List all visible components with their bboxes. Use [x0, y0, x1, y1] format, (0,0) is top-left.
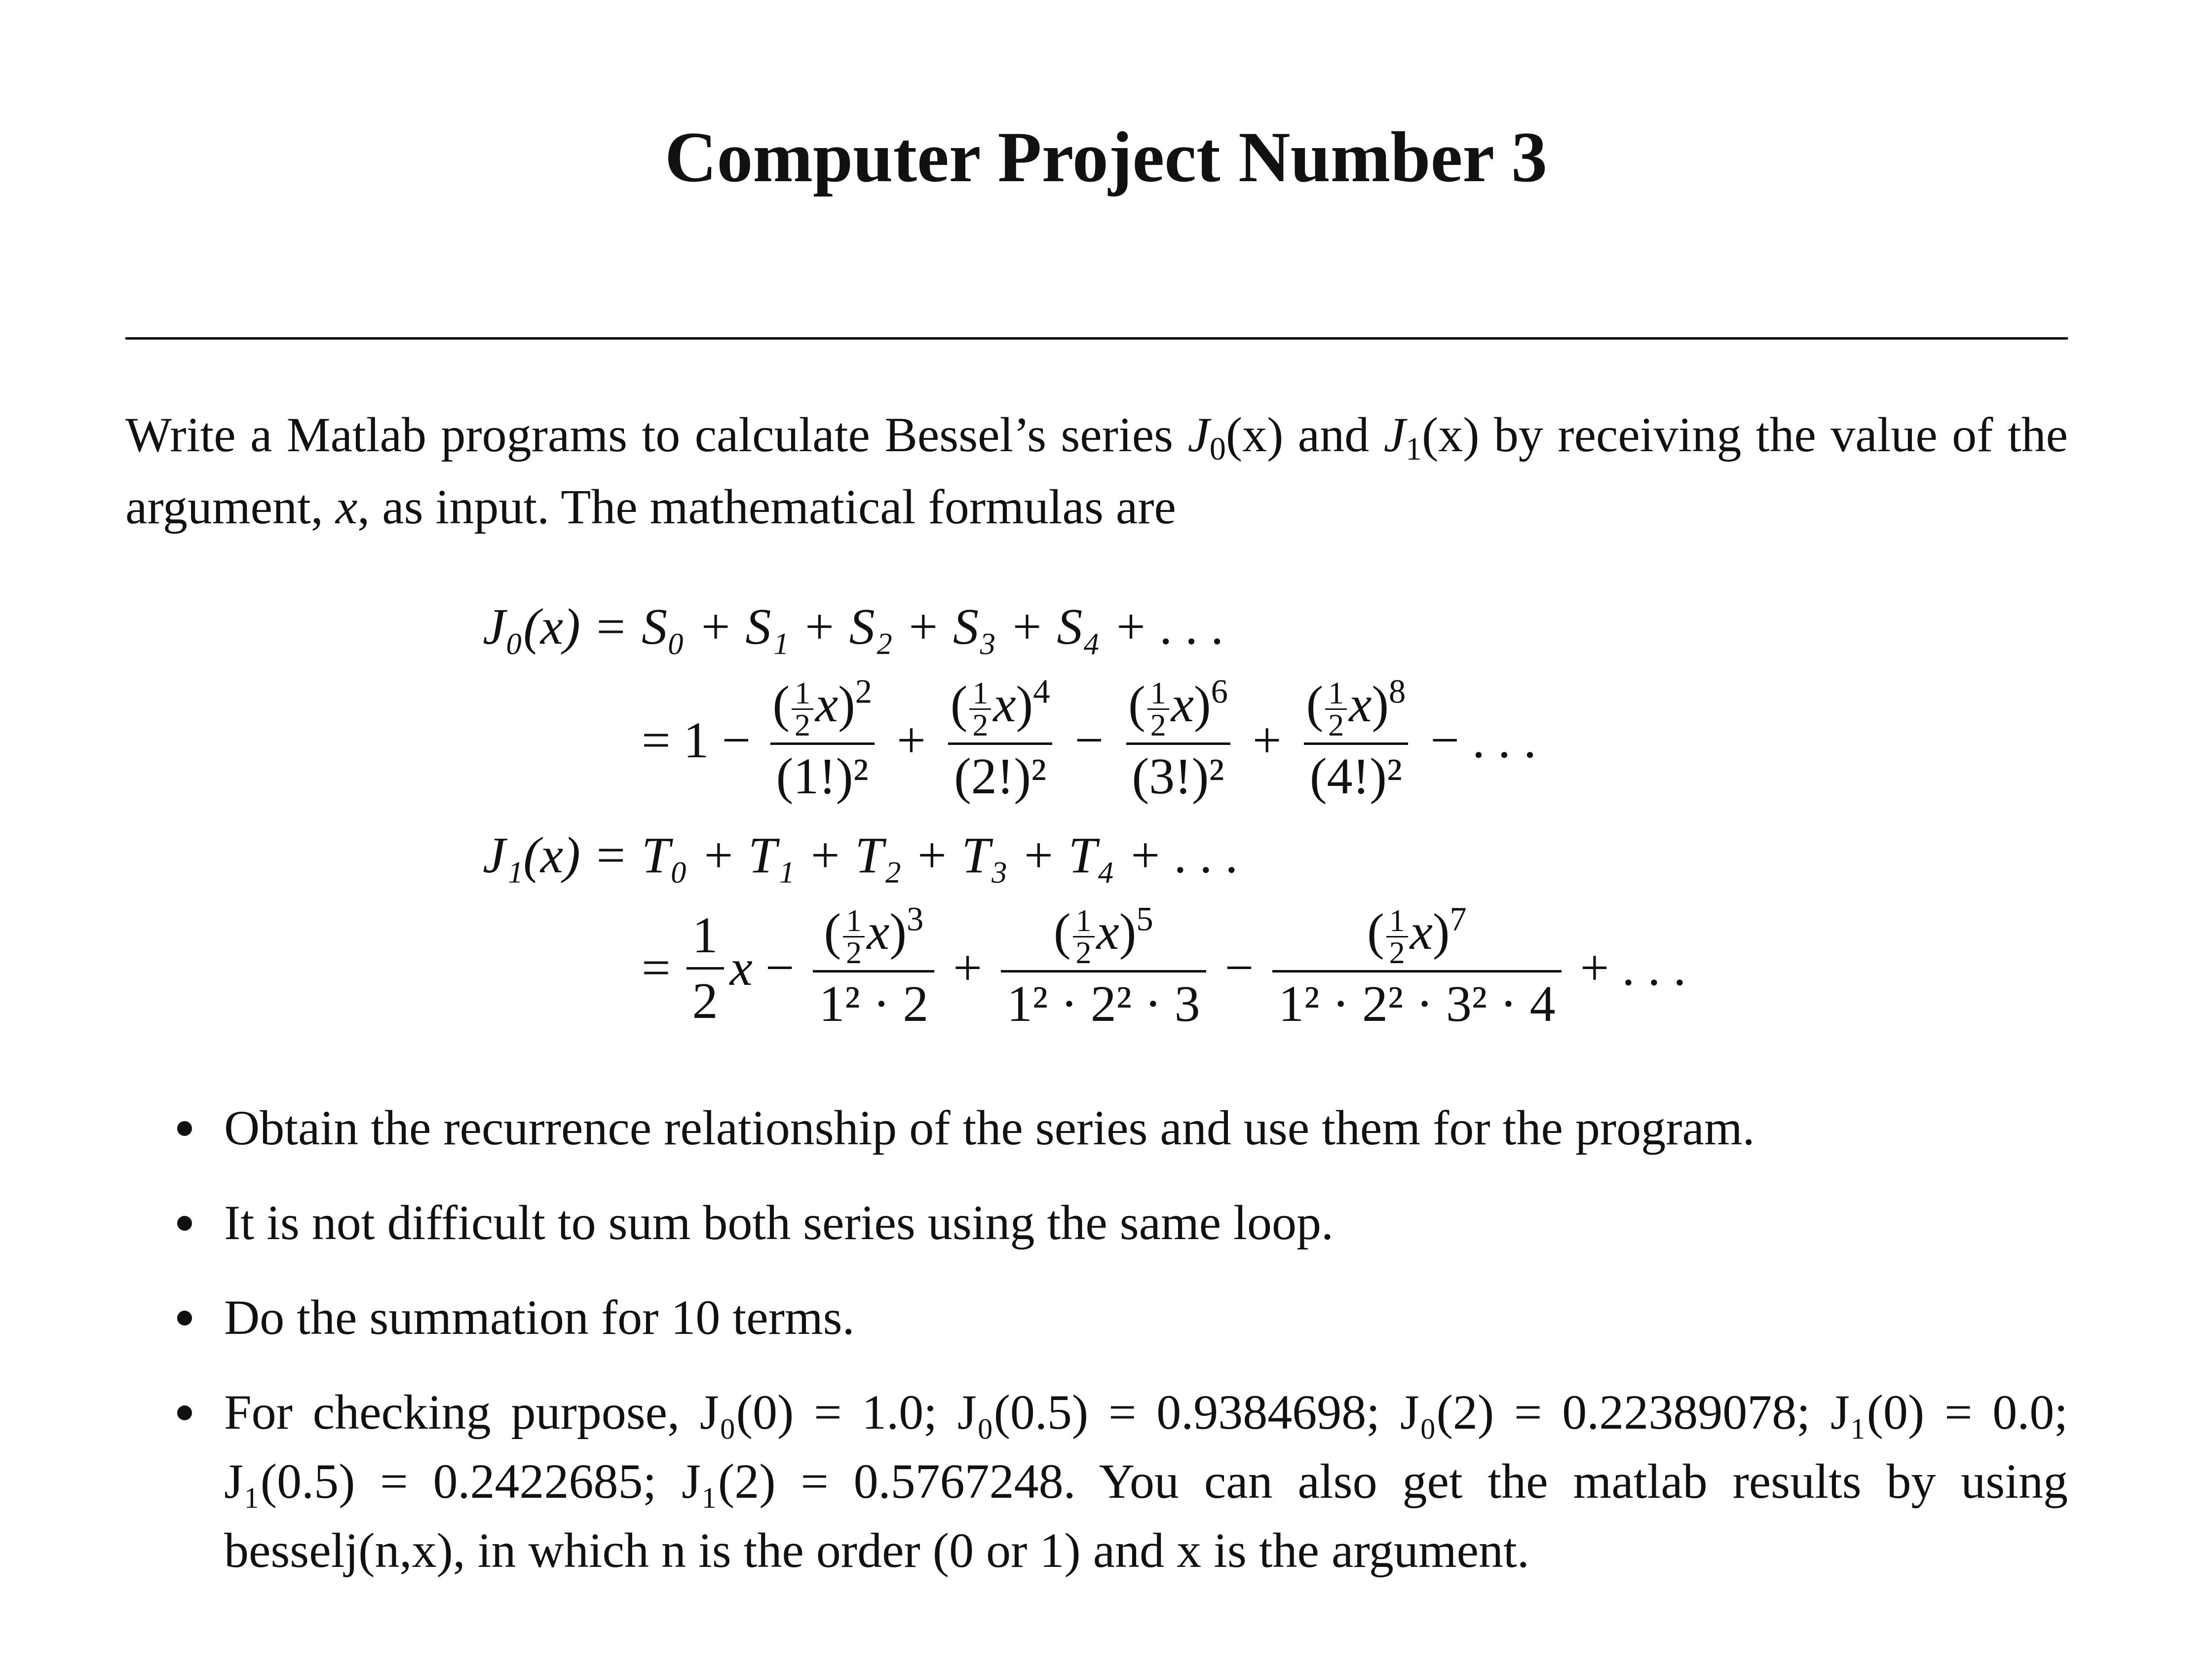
- exponent: 8: [1389, 672, 1406, 710]
- half-coefficient: $\frac{1}{2}$: [843, 905, 865, 968]
- j0-term-2: [939, 672, 1062, 807]
- list-item: It is not difficult to sum both series using the same loop.: [125, 1188, 2068, 1257]
- j0-term-4: [1295, 672, 1418, 807]
- open-paren: (: [1053, 903, 1071, 960]
- exponent: 3: [906, 899, 924, 937]
- x-symbol: x: [335, 479, 358, 534]
- requirements-list: [125, 1093, 2068, 1611]
- j0-term-numerator: [945, 672, 1056, 743]
- equation-j0-series: [0, 595, 2212, 659]
- j0-term-denominator: (2!)²: [948, 742, 1052, 806]
- close-paren: ): [1372, 675, 1389, 733]
- j1-term-2: [995, 899, 1212, 1034]
- half-coefficient: $\frac{1}{2}$: [969, 678, 991, 740]
- equation-j0-rhs: S₀ + S₁ + S₂ + S₃ + S₄ + . . .: [642, 598, 1225, 655]
- half-coefficient: $\frac{1}{2}$: [792, 678, 813, 740]
- x-variable: x: [1096, 903, 1119, 960]
- equation-j1-lhs: J₁(x) =: [483, 827, 628, 884]
- page-title: Computer Project Number 3: [664, 117, 1548, 197]
- close-paren: ): [1119, 903, 1137, 960]
- equation-j1-series: [0, 823, 2212, 888]
- exponent: 6: [1211, 672, 1228, 710]
- x-variable: x: [1171, 675, 1194, 733]
- bullet-icon: [177, 1216, 192, 1231]
- j0-operator: +: [1252, 712, 1282, 769]
- j0-term-denominator: (3!)²: [1126, 742, 1230, 806]
- half-coefficient: $\frac{1}{2}$: [1147, 678, 1169, 740]
- open-paren: (: [1306, 675, 1324, 733]
- j1-operator: + . . .: [1580, 939, 1686, 996]
- open-paren: (: [950, 675, 968, 733]
- intro-text-1: Write a Matlab programs to calculate Bessel’s series: [125, 407, 1188, 462]
- open-paren: (: [772, 675, 790, 733]
- close-paren: ): [838, 675, 855, 733]
- close-paren: ): [1432, 903, 1450, 960]
- j1-term-3: [1266, 899, 1567, 1034]
- list-item: Obtain the recurrence relationship of the series and use them for the program.: [125, 1093, 2068, 1163]
- intro-paragraph: [125, 399, 2068, 543]
- close-paren: ): [889, 903, 907, 960]
- bullet-icon: [177, 1311, 192, 1325]
- j1-term-numerator: [818, 899, 930, 971]
- j1-term-numerator: [1361, 899, 1473, 971]
- j0-term-numerator: [1122, 672, 1234, 743]
- j1-minus: −: [765, 939, 795, 996]
- j0-term-1: [761, 672, 884, 807]
- close-paren: ): [1016, 675, 1033, 733]
- j0-operator: −: [1074, 712, 1104, 769]
- x-variable: x: [815, 675, 839, 733]
- exponent: 7: [1449, 899, 1467, 937]
- list-item: Do the summation for 10 terms.: [125, 1283, 2068, 1352]
- exponent: 2: [855, 672, 873, 710]
- open-paren: (: [1128, 675, 1145, 733]
- j0-symbol: $J_0(x)$: [1187, 407, 1284, 467]
- j0-expansion-start: = 1 −: [642, 712, 751, 769]
- x-variable: x: [1349, 675, 1372, 733]
- intro-text-3: , as input. The mathematical formulas are: [357, 479, 1176, 534]
- j0-term-denominator: (1!)²: [770, 742, 875, 806]
- j1-term-1: [807, 899, 940, 1034]
- equation-j0-lhs: J₀(x) =: [483, 598, 628, 655]
- j1-term-numerator: [1048, 899, 1159, 971]
- equation-j1-rhs: T₀ + T₁ + T₂ + T₃ + T₄ + . . .: [642, 827, 1239, 884]
- j1-term-denominator: 1² · 2: [813, 970, 934, 1034]
- half-coefficient: $\frac{1}{2}$: [1325, 678, 1347, 740]
- close-paren: ): [1193, 675, 1211, 733]
- horizontal-rule: [125, 337, 2068, 340]
- j1-term-denominator: 1² · 2² · 3: [1001, 970, 1206, 1034]
- exponent: 5: [1136, 899, 1153, 937]
- j0-term-3: [1116, 672, 1240, 807]
- open-paren: (: [1367, 903, 1384, 960]
- intro-text-2: by receiving the value of the argument,: [125, 407, 2068, 534]
- j1-eq-sign: =: [642, 939, 671, 996]
- j0-term-numerator: [766, 672, 878, 743]
- open-paren: (: [824, 903, 841, 960]
- j0-term-denominator: (4!)²: [1304, 742, 1408, 806]
- list-item: For checking purpose, J₀(0) = 1.0; J₀(0.5) = 0.9384698; J₀(2) = 0.22389078; J₁(0) = 0.0; J₁(0.5) = 0.2422685; J₁(2) = 0.5767248. You can also get the matlab results by using besselj(n,x), in which n is the order (0 or 1) and x is the argument.: [125, 1378, 2068, 1585]
- half-coefficient: $\frac{1}{2}$: [1386, 905, 1408, 968]
- x-variable: x: [993, 675, 1016, 733]
- j0-term-numerator: [1300, 672, 1412, 743]
- half-coefficient: $\frac{1}{2}$: [1073, 905, 1095, 968]
- intro-and: and: [1283, 407, 1384, 462]
- j0-operator: − . . .: [1430, 712, 1536, 769]
- j1-x-term: x: [729, 939, 753, 996]
- x-variable: x: [1410, 903, 1433, 960]
- bullet-icon: [177, 1121, 192, 1136]
- x-variable: x: [867, 903, 890, 960]
- bullet-icon: [177, 1405, 192, 1420]
- j1-operator: +: [953, 939, 982, 996]
- j1-symbol: $J_1(x)$: [1383, 407, 1480, 467]
- j1-operator: −: [1224, 939, 1254, 996]
- half-fraction: $\frac{1}{2}$: [681, 906, 730, 1031]
- j0-operator: +: [897, 712, 926, 769]
- exponent: 4: [1033, 672, 1050, 710]
- j1-term-denominator: 1² · 2² · 3² · 4: [1272, 970, 1561, 1034]
